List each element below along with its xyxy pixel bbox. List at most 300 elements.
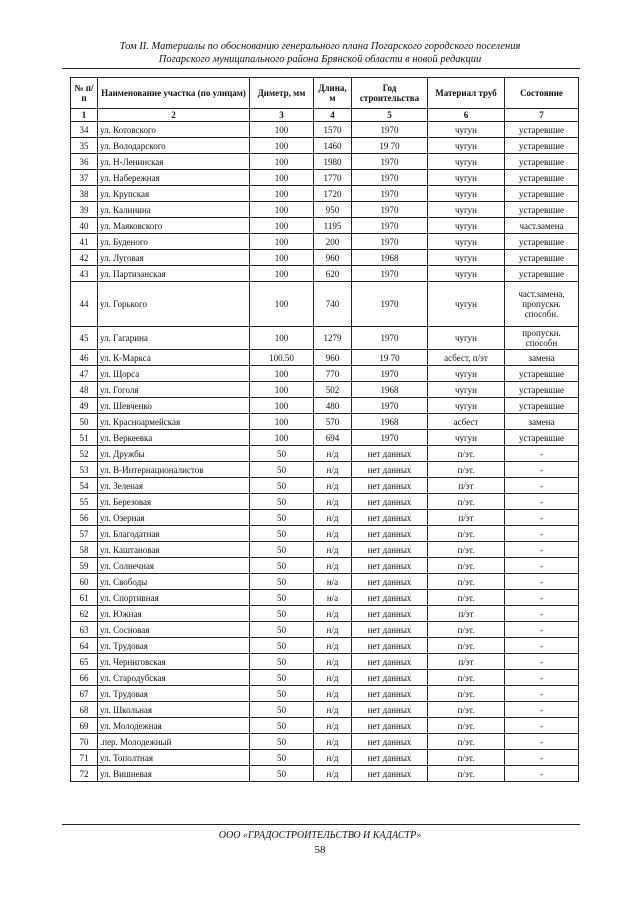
street-name: ул. Н-Ленинская — [98, 154, 250, 170]
build-year: нет данных — [352, 526, 428, 542]
table-row — [71, 398, 579, 414]
col-number: 1 — [71, 109, 98, 122]
diameter: 100 — [250, 170, 314, 186]
column-number-row — [71, 109, 579, 122]
row-number: 37 — [71, 170, 98, 186]
diameter: 100 — [250, 218, 314, 234]
street-name: ул. Озерная — [98, 510, 250, 526]
table-row — [71, 122, 579, 138]
length: 1460 — [314, 138, 352, 154]
diameter: 50 — [250, 542, 314, 558]
diameter: 100 — [250, 202, 314, 218]
build-year: нет данных — [352, 510, 428, 526]
condition: замена — [505, 414, 579, 430]
table-row — [71, 750, 579, 766]
build-year: нет данных — [352, 622, 428, 638]
header-line-1: Том II. Материалы по обоснованию генерального плана Погарского городского поселения — [119, 41, 521, 52]
street-name: ул. Луговая — [98, 250, 250, 266]
street-name: ул. Котовского — [98, 122, 250, 138]
build-year: 19 70 — [352, 138, 428, 154]
street-name: ул. Партизанская — [98, 266, 250, 282]
street-name: ул. Солнечная — [98, 558, 250, 574]
length: 502 — [314, 382, 352, 398]
row-number: 34 — [71, 122, 98, 138]
diameter: 50 — [250, 638, 314, 654]
length: н/д — [314, 558, 352, 574]
street-name: ул. К-Маркса — [98, 350, 250, 366]
build-year: 1970 — [352, 170, 428, 186]
table-row — [71, 590, 579, 606]
pipe-material: чугун — [428, 154, 505, 170]
pipe-material: п/эт. — [428, 686, 505, 702]
table-row — [71, 327, 579, 350]
diameter: 50 — [250, 558, 314, 574]
condition: устаревшие — [505, 398, 579, 414]
table-row — [71, 430, 579, 446]
pipe-material: п/эт. — [428, 526, 505, 542]
diameter: 100 — [250, 430, 314, 446]
pipe-material: чугун — [428, 218, 505, 234]
footer-rule — [62, 824, 580, 825]
col-header-state: Состояние — [505, 78, 579, 109]
street-name: ул. Трудовая — [98, 638, 250, 654]
diameter: 50 — [250, 750, 314, 766]
condition: - — [505, 462, 579, 478]
table-row — [71, 702, 579, 718]
length: 620 — [314, 266, 352, 282]
diameter: 100 — [250, 382, 314, 398]
build-year: 19 70 — [352, 350, 428, 366]
row-number: 67 — [71, 686, 98, 702]
page-number: 58 — [314, 844, 326, 856]
street-name: ул. Щорса — [98, 366, 250, 382]
pipe-material: п/эт. — [428, 734, 505, 750]
build-year: нет данных — [352, 766, 428, 782]
street-name: ул. Володарского — [98, 138, 250, 154]
length: н/д — [314, 718, 352, 734]
table-row — [71, 606, 579, 622]
diameter: 100 — [250, 186, 314, 202]
street-name: ул. Трудовая — [98, 686, 250, 702]
pipe-material: чугун — [428, 382, 505, 398]
street-name: ул. Шевченко — [98, 398, 250, 414]
pipe-material: чугун — [428, 138, 505, 154]
pipe-material: чугун — [428, 398, 505, 414]
length: н/д — [314, 478, 352, 494]
length: н/д — [314, 702, 352, 718]
pipe-material: чугун — [428, 282, 505, 327]
col-number: 7 — [505, 109, 579, 122]
row-number: 66 — [71, 670, 98, 686]
length: н/д — [314, 670, 352, 686]
condition: - — [505, 670, 579, 686]
street-name: ул. Гагарина — [98, 327, 250, 350]
condition: устаревшие — [505, 154, 579, 170]
condition: - — [505, 526, 579, 542]
condition: - — [505, 478, 579, 494]
row-number: 61 — [71, 590, 98, 606]
build-year: 1970 — [352, 122, 428, 138]
diameter: 50 — [250, 478, 314, 494]
diameter: 50 — [250, 734, 314, 750]
table-body — [71, 122, 579, 782]
condition: - — [505, 622, 579, 638]
build-year: 1970 — [352, 218, 428, 234]
length: 1279 — [314, 327, 352, 350]
street-name: ул. Каштановая — [98, 542, 250, 558]
pipe-material: п/эт — [428, 654, 505, 670]
condition: - — [505, 654, 579, 670]
diameter: 50 — [250, 590, 314, 606]
build-year: 1968 — [352, 414, 428, 430]
street-name: ул. Зеленая — [98, 478, 250, 494]
build-year: нет данных — [352, 478, 428, 494]
build-year: нет данных — [352, 462, 428, 478]
table-row — [71, 234, 579, 250]
col-header-year: Год строительства — [352, 78, 428, 109]
pipe-material: чугун — [428, 327, 505, 350]
row-number: 63 — [71, 622, 98, 638]
pipe-material: п/эт. — [428, 446, 505, 462]
pipe-material: п/эт. — [428, 670, 505, 686]
length: н/д — [314, 766, 352, 782]
build-year: 1968 — [352, 250, 428, 266]
diameter: 100 — [250, 154, 314, 170]
row-number: 47 — [71, 366, 98, 382]
condition: - — [505, 542, 579, 558]
row-number: 44 — [71, 282, 98, 327]
pipe-material: чугун — [428, 170, 505, 186]
condition: - — [505, 638, 579, 654]
length: н/д — [314, 526, 352, 542]
table-row — [71, 638, 579, 654]
row-number: 38 — [71, 186, 98, 202]
condition: част.замена, пропускн. способн. — [505, 282, 579, 327]
table-row — [71, 366, 579, 382]
condition: устаревшие — [505, 250, 579, 266]
build-year: нет данных — [352, 542, 428, 558]
diameter: 100.50 — [250, 350, 314, 366]
diameter: 50 — [250, 526, 314, 542]
pipe-material: чугун — [428, 186, 505, 202]
row-number: 72 — [71, 766, 98, 782]
pipe-material: чугун — [428, 250, 505, 266]
table-row — [71, 414, 579, 430]
street-name: ул. Школьная — [98, 702, 250, 718]
length: 960 — [314, 350, 352, 366]
build-year: нет данных — [352, 670, 428, 686]
build-year: 1970 — [352, 234, 428, 250]
build-year: нет данных — [352, 638, 428, 654]
table-row — [71, 718, 579, 734]
table-row — [71, 138, 579, 154]
table-row — [71, 282, 579, 327]
build-year: 1968 — [352, 382, 428, 398]
col-number: 3 — [250, 109, 314, 122]
row-number: 71 — [71, 750, 98, 766]
row-number: 35 — [71, 138, 98, 154]
diameter: 100 — [250, 234, 314, 250]
row-number: 69 — [71, 718, 98, 734]
length: н/д — [314, 622, 352, 638]
build-year: нет данных — [352, 606, 428, 622]
length: 740 — [314, 282, 352, 327]
col-header-num: № п/п — [71, 78, 98, 109]
street-name: ул. В-Интернационалистов — [98, 462, 250, 478]
length: н/д — [314, 734, 352, 750]
condition: - — [505, 558, 579, 574]
length: н/д — [314, 446, 352, 462]
pipe-material: чугун — [428, 202, 505, 218]
street-name: ул. Черниговская — [98, 654, 250, 670]
build-year: нет данных — [352, 702, 428, 718]
length: 1570 — [314, 122, 352, 138]
diameter: 100 — [250, 366, 314, 382]
street-name: ул. Спортивная — [98, 590, 250, 606]
condition: част.замена — [505, 218, 579, 234]
street-name: ул. Молодежная — [98, 718, 250, 734]
street-name: ул. Сосновая — [98, 622, 250, 638]
diameter: 50 — [250, 446, 314, 462]
table-row — [71, 446, 579, 462]
build-year: нет данных — [352, 750, 428, 766]
diameter: 100 — [250, 122, 314, 138]
row-number: 51 — [71, 430, 98, 446]
condition: - — [505, 606, 579, 622]
col-header-diameter: Диметр, мм — [250, 78, 314, 109]
col-header-name: Наименование участка (по улицам) — [98, 78, 250, 109]
street-name: ул. Крупская — [98, 186, 250, 202]
row-number: 68 — [71, 702, 98, 718]
row-number: 41 — [71, 234, 98, 250]
table-row — [71, 186, 579, 202]
row-number: 70 — [71, 734, 98, 750]
header-rule — [62, 68, 580, 69]
street-name: ул. Буденого — [98, 234, 250, 250]
row-number: 39 — [71, 202, 98, 218]
table-row — [71, 622, 579, 638]
length: н/д — [314, 542, 352, 558]
diameter: 100 — [250, 327, 314, 350]
document-header — [0, 40, 640, 66]
diameter: 50 — [250, 670, 314, 686]
street-name: ул. Красноармейская — [98, 414, 250, 430]
row-number: 50 — [71, 414, 98, 430]
diameter: 100 — [250, 266, 314, 282]
pipe-material: п/эт — [428, 478, 505, 494]
length: 1195 — [314, 218, 352, 234]
row-number: 54 — [71, 478, 98, 494]
water-pipes-table — [70, 77, 579, 782]
street-name: ул. Вишневая — [98, 766, 250, 782]
pipe-material: чугун — [428, 430, 505, 446]
condition: устаревшие — [505, 186, 579, 202]
condition: - — [505, 590, 579, 606]
pipe-material: п/эт. — [428, 590, 505, 606]
diameter: 100 — [250, 282, 314, 327]
build-year: нет данных — [352, 494, 428, 510]
length: н/д — [314, 686, 352, 702]
condition: - — [505, 686, 579, 702]
street-name: ул. Набережная — [98, 170, 250, 186]
condition: устаревшие — [505, 382, 579, 398]
diameter: 50 — [250, 622, 314, 638]
condition: - — [505, 734, 579, 750]
build-year: 1970 — [352, 430, 428, 446]
street-name: ул. Благодатная — [98, 526, 250, 542]
row-number: 52 — [71, 446, 98, 462]
pipe-material: п/эт. — [428, 542, 505, 558]
street-name: ул. Южная — [98, 606, 250, 622]
build-year: нет данных — [352, 558, 428, 574]
length: н/а — [314, 590, 352, 606]
street-name: ул. Дружбы — [98, 446, 250, 462]
col-header-length: Длина, м — [314, 78, 352, 109]
table-row — [71, 202, 579, 218]
table-row — [71, 462, 579, 478]
row-number: 55 — [71, 494, 98, 510]
col-header-material: Материал труб — [428, 78, 505, 109]
diameter: 50 — [250, 702, 314, 718]
build-year: 1970 — [352, 398, 428, 414]
row-number: 40 — [71, 218, 98, 234]
footer-org: ООО «ГРАДОСТРОИТЕЛЬСТВО И КАДАСТР» — [218, 830, 422, 841]
length: 480 — [314, 398, 352, 414]
row-number: 49 — [71, 398, 98, 414]
diameter: 50 — [250, 718, 314, 734]
condition: устаревшие — [505, 234, 579, 250]
length: 200 — [314, 234, 352, 250]
condition: - — [505, 766, 579, 782]
diameter: 50 — [250, 654, 314, 670]
pipe-material: п/эт. — [428, 766, 505, 782]
pipe-material: п/эт — [428, 510, 505, 526]
condition: устаревшие — [505, 202, 579, 218]
pipe-material: п/эт. — [428, 558, 505, 574]
diameter: 100 — [250, 250, 314, 266]
condition: - — [505, 718, 579, 734]
table-row — [71, 478, 579, 494]
street-name: ул. Гоголя — [98, 382, 250, 398]
diameter: 50 — [250, 462, 314, 478]
table-header-row — [71, 78, 579, 109]
row-number: 64 — [71, 638, 98, 654]
build-year: 1970 — [352, 266, 428, 282]
diameter: 50 — [250, 574, 314, 590]
length: н/д — [314, 654, 352, 670]
build-year: нет данных — [352, 574, 428, 590]
diameter: 50 — [250, 494, 314, 510]
street-name: ул. Горького — [98, 282, 250, 327]
row-number: 53 — [71, 462, 98, 478]
diameter: 100 — [250, 414, 314, 430]
header-line-2: Погарского муниципального района Брянской области в новой редакции — [158, 54, 482, 65]
col-number: 2 — [98, 109, 250, 122]
length: 1980 — [314, 154, 352, 170]
table-row — [71, 654, 579, 670]
table-row — [71, 382, 579, 398]
build-year: нет данных — [352, 654, 428, 670]
length: н/а — [314, 574, 352, 590]
condition: - — [505, 510, 579, 526]
table-row — [71, 542, 579, 558]
pipe-material: п/эт — [428, 606, 505, 622]
col-number: 6 — [428, 109, 505, 122]
pipe-material: п/эт. — [428, 462, 505, 478]
condition: - — [505, 702, 579, 718]
pipe-material: п/эт. — [428, 702, 505, 718]
street-name: ул. Березовая — [98, 494, 250, 510]
diameter: 100 — [250, 398, 314, 414]
col-number: 4 — [314, 109, 352, 122]
row-number: 45 — [71, 327, 98, 350]
build-year: 1970 — [352, 282, 428, 327]
row-number: 42 — [71, 250, 98, 266]
row-number: 58 — [71, 542, 98, 558]
pipe-material: чугун — [428, 266, 505, 282]
table-row — [71, 734, 579, 750]
condition: - — [505, 494, 579, 510]
diameter: 50 — [250, 686, 314, 702]
length: н/д — [314, 510, 352, 526]
length: н/д — [314, 462, 352, 478]
build-year: нет данных — [352, 734, 428, 750]
pipe-material: п/эт. — [428, 622, 505, 638]
table-row — [71, 350, 579, 366]
table-row — [71, 670, 579, 686]
table-row — [71, 526, 579, 542]
build-year: нет данных — [352, 446, 428, 462]
row-number: 65 — [71, 654, 98, 670]
pipe-material: асбест, п/эт — [428, 350, 505, 366]
condition: устаревшие — [505, 122, 579, 138]
length: 694 — [314, 430, 352, 446]
length: 570 — [314, 414, 352, 430]
length: 950 — [314, 202, 352, 218]
diameter: 50 — [250, 606, 314, 622]
street-name: ул. Стародубская — [98, 670, 250, 686]
pipe-material: чугун — [428, 366, 505, 382]
table-row — [71, 766, 579, 782]
table-row — [71, 218, 579, 234]
table-row — [71, 494, 579, 510]
build-year: 1970 — [352, 366, 428, 382]
condition: замена — [505, 350, 579, 366]
condition: - — [505, 446, 579, 462]
pipe-material: п/эт. — [428, 574, 505, 590]
street-name: .пер. Молодежный — [98, 734, 250, 750]
row-number: 56 — [71, 510, 98, 526]
pipe-material: асбест — [428, 414, 505, 430]
length: 1770 — [314, 170, 352, 186]
pipe-material: п/эт. — [428, 494, 505, 510]
diameter: 50 — [250, 510, 314, 526]
diameter: 50 — [250, 766, 314, 782]
condition: устаревшие — [505, 366, 579, 382]
length: н/д — [314, 606, 352, 622]
build-year: нет данных — [352, 590, 428, 606]
table-row — [71, 686, 579, 702]
table-row — [71, 558, 579, 574]
condition: - — [505, 574, 579, 590]
pipe-material: п/эт. — [428, 718, 505, 734]
table-row — [71, 250, 579, 266]
length: н/д — [314, 638, 352, 654]
condition: устаревшие — [505, 266, 579, 282]
build-year: нет данных — [352, 718, 428, 734]
row-number: 48 — [71, 382, 98, 398]
condition: - — [505, 750, 579, 766]
